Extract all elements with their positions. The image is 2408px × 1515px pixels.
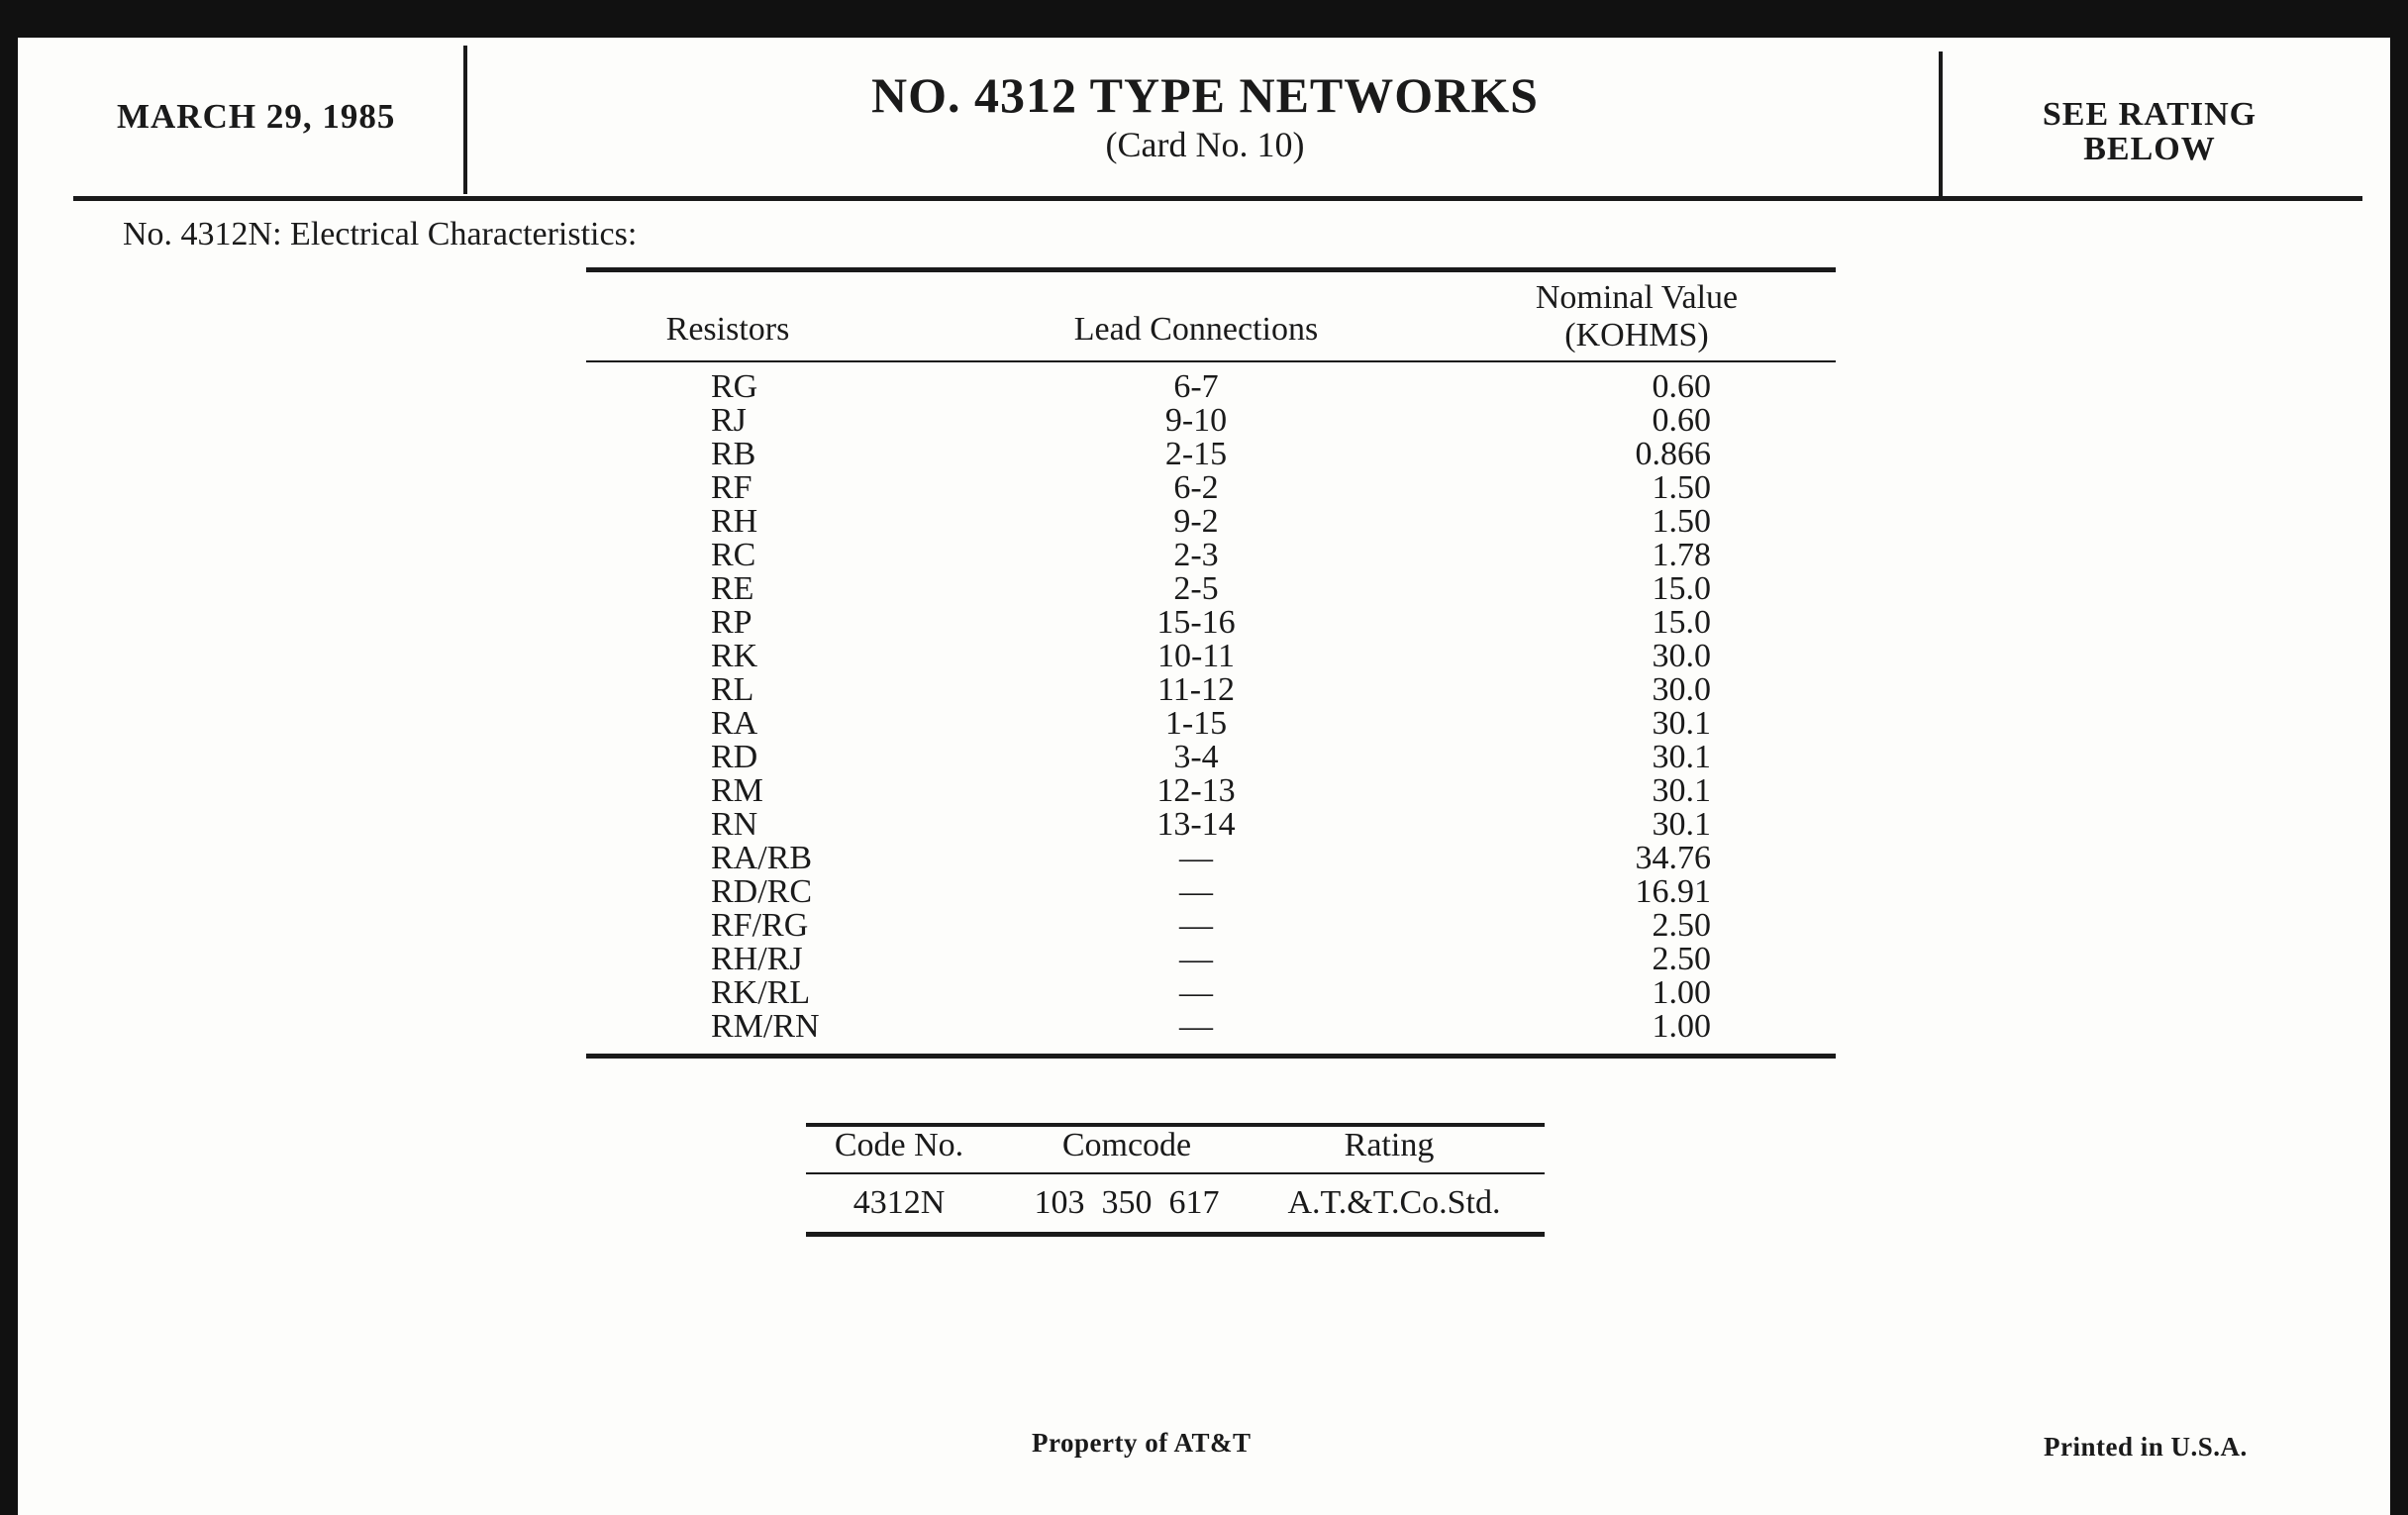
- resistor-cell: RD: [711, 739, 758, 775]
- value-column: [1582, 370, 1711, 1044]
- code-table-header-rule: [806, 1172, 1545, 1174]
- property-note: Property of AT&T: [1032, 1428, 1252, 1458]
- resistor-cell: RF/RG: [711, 907, 809, 944]
- resistor-cell: RP: [711, 604, 752, 641]
- value-cell: 0.866: [1635, 436, 1711, 472]
- value-cell: 30.1: [1652, 739, 1711, 775]
- lead-cell: —: [1179, 974, 1213, 1011]
- lead-cell: 6-2: [1173, 469, 1219, 506]
- lead-cell: —: [1179, 873, 1213, 910]
- lead-cell: 2-15: [1164, 436, 1228, 472]
- col-header-value-line: Nominal Value: [1535, 279, 1739, 316]
- resistor-cell: RM/RN: [711, 1008, 820, 1045]
- resistor-cell: RM: [711, 772, 763, 809]
- lead-column: [1097, 370, 1295, 1044]
- value-cell: 30.1: [1652, 772, 1711, 809]
- lead-cell: —: [1179, 907, 1213, 944]
- col-header-lead: Lead Connections: [1073, 311, 1319, 348]
- resistor-cell: RH/RJ: [711, 941, 803, 977]
- table-bottom-rule: [586, 1054, 1836, 1059]
- col-header-resistors: Resistors: [665, 311, 790, 348]
- lead-cell: 3-4: [1173, 739, 1219, 775]
- lead-cell: 13-14: [1156, 806, 1236, 843]
- value-cell: 1.00: [1652, 974, 1711, 1011]
- lead-cell: 2-3: [1173, 537, 1219, 573]
- resistor-cell: RK/RL: [711, 974, 811, 1011]
- lead-cell: 1-15: [1164, 705, 1228, 742]
- rating-note: [1947, 97, 2353, 166]
- value-cell: 15.0: [1652, 570, 1711, 607]
- section-title: No. 4312N: Electrical Characteristics:: [123, 216, 638, 252]
- lead-cell: 6-7: [1173, 368, 1219, 405]
- value-cell: 30.0: [1652, 638, 1711, 674]
- lead-cell: 2-5: [1173, 570, 1219, 607]
- resistor-cell: RJ: [711, 402, 747, 439]
- value-cell: 15.0: [1652, 604, 1711, 641]
- value-cell: 1.50: [1652, 503, 1711, 540]
- value-cell: 1.78: [1652, 537, 1711, 573]
- lead-cell: 9-10: [1164, 402, 1228, 439]
- card-date: MARCH 29, 1985: [117, 97, 396, 136]
- resistor-cell: RB: [711, 436, 756, 472]
- code-header: Code No.: [834, 1127, 964, 1163]
- lead-cell: 12-13: [1156, 772, 1236, 809]
- code-table-bottom-rule: [806, 1232, 1545, 1237]
- value-cell: 30.1: [1652, 806, 1711, 843]
- table-top-rule: [586, 267, 1836, 272]
- card-title-block: [473, 65, 1937, 164]
- resistor-cell: RL: [711, 671, 754, 708]
- value-cell: 16.91: [1635, 873, 1711, 910]
- header-divider-left: [463, 46, 467, 194]
- resistor-cell: RD/RC: [711, 873, 813, 910]
- resistor-column: [711, 370, 820, 1044]
- value-cell: 2.50: [1652, 941, 1711, 977]
- comcode-header: Comcode: [1061, 1127, 1192, 1163]
- resistor-cell: RA/RB: [711, 840, 813, 876]
- header-rule: [73, 196, 2362, 201]
- col-header-value-line: (KOHMS): [1564, 317, 1709, 354]
- resistor-cell: RA: [711, 705, 758, 742]
- lead-cell: —: [1179, 941, 1213, 977]
- resistor-cell: RE: [711, 570, 754, 607]
- rating-header: Rating: [1344, 1127, 1435, 1163]
- col-header-value: [1463, 279, 1810, 354]
- value-cell: 1.00: [1652, 1008, 1711, 1045]
- value-cell: 0.60: [1652, 368, 1711, 405]
- lead-cell: —: [1179, 840, 1213, 876]
- value-cell: 30.0: [1652, 671, 1711, 708]
- lead-cell: 15-16: [1156, 604, 1236, 641]
- resistor-cell: RH: [711, 503, 758, 540]
- comcode-value: 103 350 617: [1034, 1184, 1220, 1221]
- value-cell: 2.50: [1652, 907, 1711, 944]
- resistor-cell: RK: [711, 638, 758, 674]
- resistor-cell: RG: [711, 368, 758, 405]
- card-title: NO. 4312 TYPE NETWORKS: [871, 67, 1539, 123]
- lead-cell: 11-12: [1156, 671, 1236, 708]
- resistor-cell: RN: [711, 806, 758, 843]
- printed-note: Printed in U.S.A.: [2044, 1432, 2248, 1462]
- card-subtitle: (Card No. 10): [1105, 125, 1305, 164]
- resistor-cell: RF: [711, 469, 752, 506]
- lead-cell: 9-2: [1173, 503, 1219, 540]
- value-cell: 34.76: [1635, 840, 1711, 876]
- value-cell: 30.1: [1652, 705, 1711, 742]
- resistor-cell: RC: [711, 537, 756, 573]
- value-cell: 1.50: [1652, 469, 1711, 506]
- table-header-rule: [586, 360, 1836, 362]
- rating-value: A.T.&T.Co.Std.: [1287, 1184, 1501, 1221]
- value-cell: 0.60: [1652, 402, 1711, 439]
- header-divider-right: [1939, 51, 1943, 198]
- lead-cell: 10-11: [1156, 638, 1236, 674]
- scan-edge: [2390, 0, 2408, 1515]
- rating-note-line: BELOW: [2083, 131, 2216, 167]
- document-card: [18, 38, 2390, 1515]
- rating-note-line: SEE RATING: [2042, 96, 2258, 133]
- lead-cell: —: [1179, 1008, 1213, 1045]
- code-value: 4312N: [853, 1184, 946, 1221]
